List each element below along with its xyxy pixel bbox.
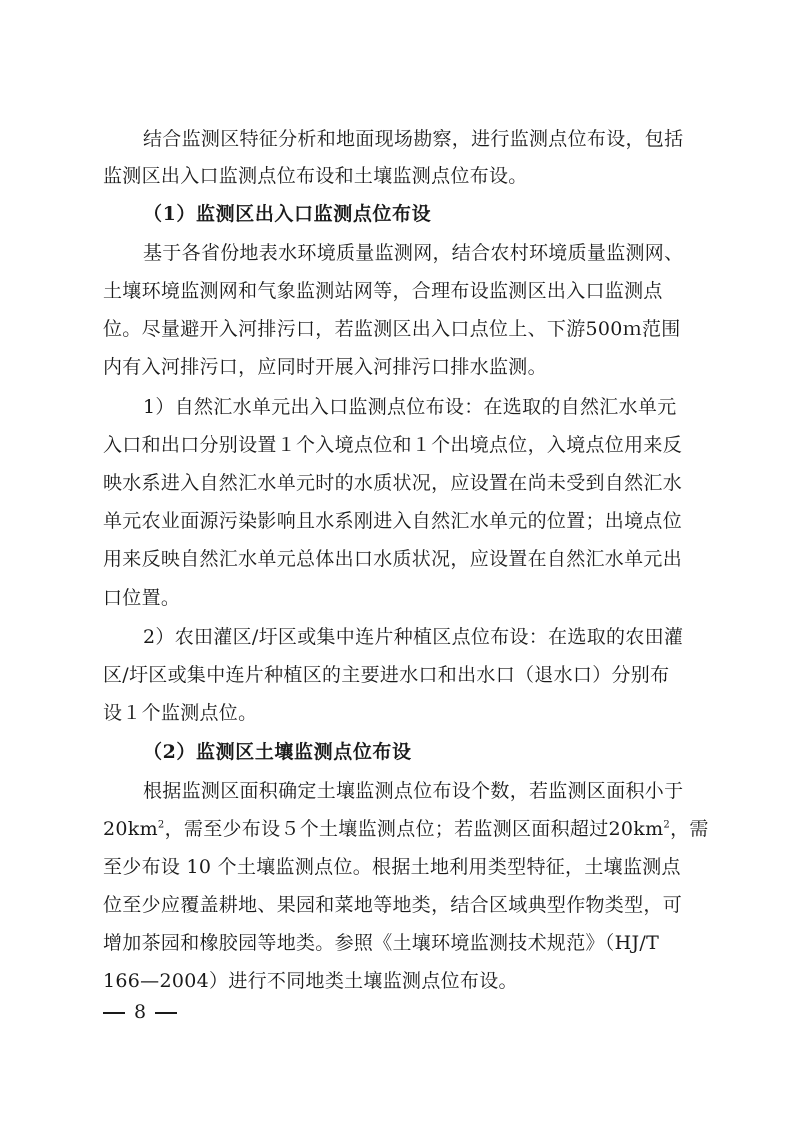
page-number: 8: [134, 1001, 147, 1023]
section-heading-1: （1）监测区出入口监测点位布设: [143, 203, 432, 225]
paragraph-2-line-3: 位。尽量避开入河排污口，若监测区出入口点位上、下游500ｍ范围: [103, 318, 681, 340]
paragraph-2-line-2: 土壤环境监测网和气象监测站网等，合理布设监测区出入口监测点: [103, 280, 663, 302]
paragraph-5-line-2-middle: ，需至少布设５个土壤监测点位；若监测区面积超过20km: [164, 818, 664, 840]
paragraph-5-line-6: 166—2004）进行不同地类土壤监测点位布设。: [103, 970, 518, 992]
paragraph-3-line-5: 用来反映自然汇水单元总体出口水质状况，应设置在自然汇水单元出: [103, 548, 683, 570]
paragraph-5-line-4: 位至少应覆盖耕地、果园和菜地等地类，结合区域典型作物类型，可: [103, 894, 683, 916]
paragraph-5-line-1: 根据监测区面积确定土壤监测点位布设个数，若监测区面积小于: [143, 780, 684, 802]
paragraph-3-line-6: 口位置。: [103, 587, 181, 609]
paragraph-2-line-1: 基于各省份地表水环境质量监测网，结合农村环境质量监测网、: [143, 242, 684, 264]
paragraph-5-line-2: [103, 816, 709, 842]
paragraph-3-line-1: 1）自然汇水单元出入口监测点位布设：在选取的自然汇水单元: [143, 396, 677, 418]
footer-dash-left: [103, 1012, 125, 1013]
paragraph-4-line-2: 区/圩区或集中连片种植区的主要进水口和出水口（退水口）分别布: [103, 664, 670, 686]
paragraph-1-line-2: 监测区出入口监测点位布设和土壤监测点位布设。: [103, 165, 528, 187]
paragraph-5-line-5: 增加茶园和橡胶园等地类。参照《土壤环境监测技术规范》（HJ/T: [103, 932, 660, 954]
area-value-1: 20km: [103, 818, 158, 840]
footer-dash-right: [155, 1012, 177, 1013]
paragraph-5-line-2-end: ，需: [670, 818, 709, 840]
paragraph-3-line-3: 映水系进入自然汇水单元时的水质状况，应设置在尚未受到自然汇水: [103, 472, 683, 494]
paragraph-4-line-3: 设１个监测点位。: [103, 702, 258, 724]
section-heading-2: （2）监测区土壤监测点位布设: [143, 741, 412, 763]
paragraph-5-line-3: 至少布设 10 个土壤监测点位。根据土地利用类型特征，土壤监测点: [103, 856, 681, 878]
paragraph-4-line-1: 2）农田灌区/圩区或集中连片种植区点位布设：在选取的农田灌: [143, 626, 684, 648]
paragraph-3-line-4: 单元农业面源污染影响且水系刚进入自然汇水单元的位置；出境点位: [103, 510, 683, 532]
page-footer: [103, 999, 186, 1025]
superscript-squared-1: 2: [157, 819, 165, 831]
paragraph-1-line-1: 结合监测区特征分析和地面现场勘察，进行监测点位布设，包括: [143, 128, 684, 150]
paragraph-2-line-4: 内有入河排污口，应同时开展入河排污口排水监测。: [103, 356, 547, 378]
superscript-squared-2: 2: [663, 819, 671, 831]
paragraph-3-line-2: 入口和出口分别设置１个入境点位和１个出境点位，入境点位用来反: [103, 434, 683, 456]
